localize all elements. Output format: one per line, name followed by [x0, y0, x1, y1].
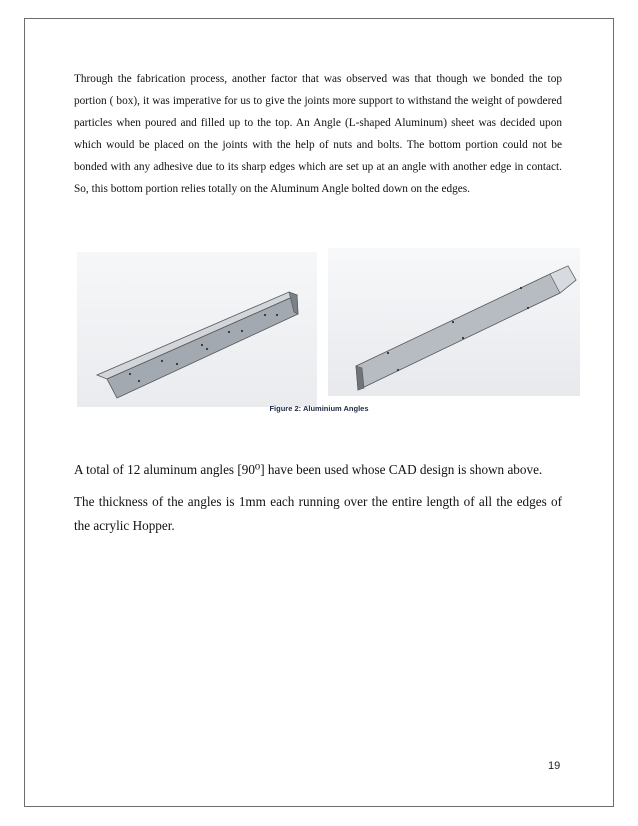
cad-figure-right [328, 248, 580, 396]
cad-figure-left [77, 252, 317, 407]
figure-caption: Figure 2: Aluminium Angles [269, 404, 369, 413]
paragraph-angle-count: A total of 12 aluminum angles [90⁰] have been used whose CAD design is shown above. [74, 462, 543, 477]
paragraph-fabrication: Through the fabrication process, another factor that was observed was that though we bonded the top portion ( box), it was imperative for us to give the joints more support to withstand the weight of powdered particles when poured and filled up to the top. An Angle (L-shaped Aluminum) sheet was decided upon which would be placed on the joints with the help of nuts and bolts. The bottom portion could not be bonded with any adhesive due to its sharp edges which are set up at an angle with another edge in contact. So, this bottom portion relies totally on the Aluminum Angle bolted down on the edges. [74, 73, 562, 195]
paragraph-thickness: The thickness of the angles is 1mm each running over the entire length of all the edges of the acrylic Hopper. [74, 494, 562, 533]
page-number: 19 [548, 760, 561, 772]
